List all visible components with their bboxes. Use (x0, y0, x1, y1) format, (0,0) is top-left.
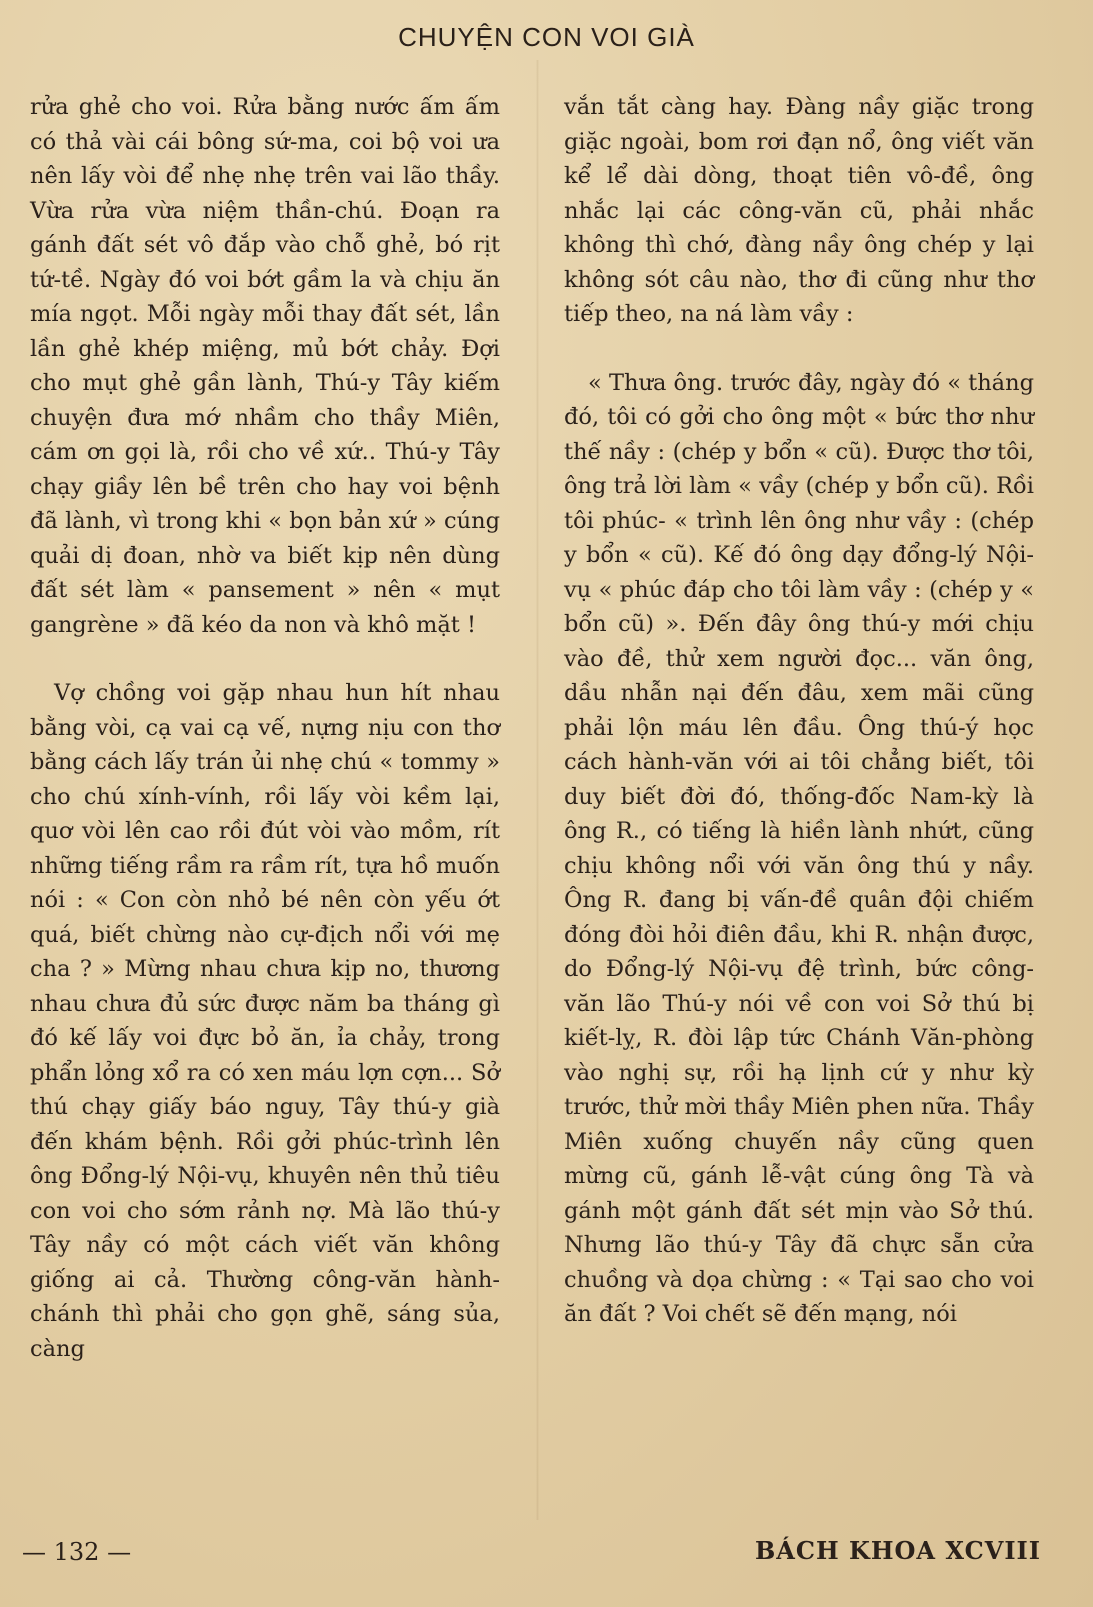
page-fold (536, 60, 539, 1520)
page-number: — 132 — (22, 1538, 132, 1566)
right-paragraph-1: vắn tắt càng hay. Đàng nầy giặc trong giặc ngoài, bom rơi đạn nổ, ông viết văn kể lể dài dòng, thoạt tiên vô-đề, ông nhắc lại các công-văn cũ, phải nhắc không thì chớ, đàng nầy ông chép y lại không sót câu nào, thơ đi cũng như thơ tiếp theo, na ná làm vầy : (564, 94, 1034, 327)
running-header: CHUYỆN CON VOI GIÀ (398, 22, 695, 52)
left-paragraph-1: rửa ghẻ cho voi. Rửa bằng nước ấm ấm có thả vài cái bông sứ-ma, coi bộ voi ưa nên lấy vòi để nhẹ nhẹ trên vai lão thầy. Vừa rửa vừa niệm thần-chú. Đoạn ra gánh đất sét vô đắp vào chỗ ghẻ, bó rịt tứ-tề. Ngày đó voi bớt gầm la và chịu ăn mía ngọt. Mỗi ngày mỗi thay đất sét, lần lần ghẻ khép miệng, mủ bớt chảy. Đợi cho mụt ghẻ gần lành, Thú-y Tây kiếm chuyện đưa mớ nhầm cho thầy Miên, cám ơn gọi là, rồi cho về xứ.. Thú-y Tây chạy giầy lên bề trên cho hay voi bệnh đã lành, vì trong khi « bọn bản xứ » cúng quải dị đoan, nhờ va biết kịp nên dùng đất sét làm « pansement » nên « mụt gangrène » đã kéo da non và khô mặt ! (30, 94, 500, 638)
right-column (564, 90, 1034, 1332)
left-paragraph-2: Vợ chồng voi gặp nhau hun hít nhau bằng vòi, cạ vai cạ vế, nựng nịu con thơ bằng cách lấy trán ủi nhẹ chú « tommy » cho chú xính-vính, rồi lấy vòi kềm lại, quơ vòi lên cao rồi đút vòi vào mồm, rít những tiếng rầm ra rầm rít, tựa hồ muốn nói : « Con còn nhỏ bé nên còn yếu ớt quá, biết chừng nào cự-địch nổi với mẹ cha ? » Mừng nhau chưa kịp no, thương nhau chưa đủ sức được năm ba tháng gì đó kế lấy voi đực bỏ ăn, ỉa chảy, trong phẩn lỏng xổ ra có xen máu lợn cợn... Sở thú chạy giấy báo nguy, Tây thú-y già đến khám bệnh. Rồi gởi phúc-trình lên ông Đổng-lý Nội-vụ, khuyên nên thủ tiêu con voi cho sớm rảnh nợ. Mà lão thú-y Tây nầy có một cách viết văn không giống ai cả. Thường công-văn hành-chánh thì phải cho gọn ghẽ, sáng sủa, càng (30, 680, 500, 1362)
magazine-issue: BÁCH KHOA XCVIII (754, 1536, 1041, 1565)
left-column (30, 90, 500, 1366)
right-paragraph-2: « Thưa ông. trước đây, ngày đó « tháng đó, tôi có gởi cho ông một « bức thơ như thế nầy : (chép y bổn « cũ). Được thơ tôi, ông trả lời làm « vầy (chép y bổn cũ). Rồi tôi phúc- « trình lên ông như vầy : (chép y bổn « cũ). Kế đó ông dạy đổng-lý Nội-vụ « phúc đáp cho tôi làm vầy : (chép y « bổn cũ) ». Đến đây ông thú-y mới chịu vào đề, thử xem người đọc... văn ông, dầu nhẫn nại đến đâu, xem mãi cũng phải lộn máu lên đầu. Ông thú-ý học cách hành-văn với ai tôi chẳng biết, tôi duy biết đời đó, thống-đốc Nam-kỳ là ông R., có tiếng là hiền lành nhứt, cũng chịu không nổi với văn ông thú y nầy. Ông R. đang bị vấn-đề quân đội chiếm đóng đòi hỏi điên đầu, khi R. nhận được, do Đổng-lý Nội-vụ đệ trình, bức công-văn lão Thú-y nói về con voi Sở thú bị kiết-lỵ, R. đòi lập tức Chánh Văn-phòng vào nghị sự, rồi hạ lịnh cứ y như kỳ trước, thử mời thầy Miên phen nữa. Thầy Miên xuống chuyến nầy cũng quen mừng cũ, gánh lễ-vật cúng ông Tà và gánh một gánh đất sét mịn vào Sở thú. Nhưng lão thú-y Tây đã chực sẵn cửa chuồng và dọa chừng : « Tại sao cho voi ăn đất ? Voi chết sẽ đến mạng, nói (564, 369, 1034, 1327)
